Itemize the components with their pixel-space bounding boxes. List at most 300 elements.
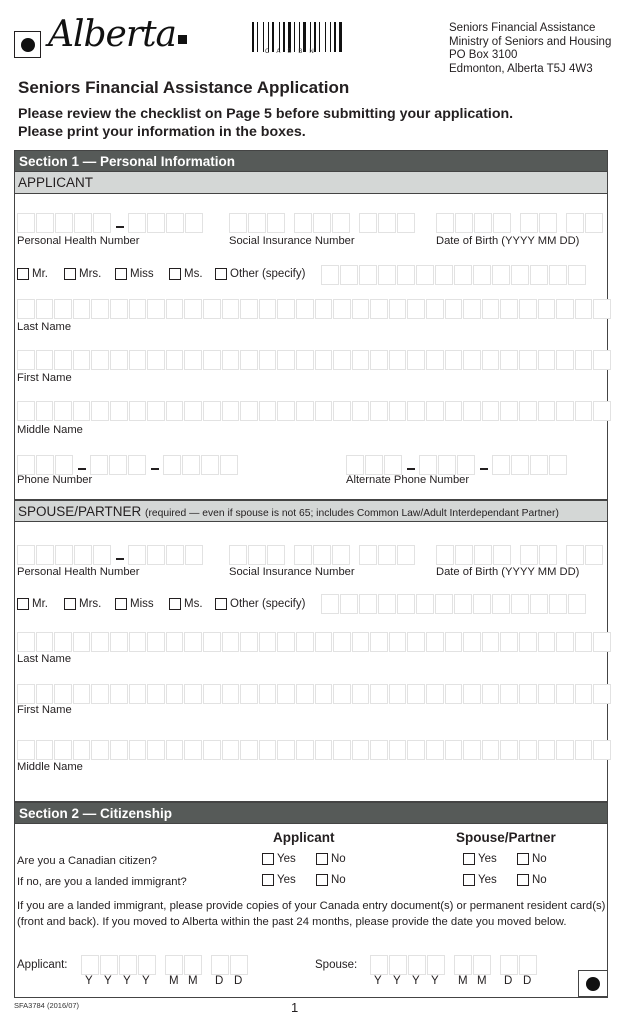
applicant-phn-input[interactable] xyxy=(17,213,204,233)
applicant-alt-phone-input[interactable] xyxy=(346,455,568,475)
char-box[interactable] xyxy=(352,350,370,370)
char-box[interactable] xyxy=(454,265,472,285)
char-box[interactable] xyxy=(129,684,147,704)
char-box[interactable] xyxy=(259,299,277,319)
char-box[interactable] xyxy=(389,350,407,370)
char-box[interactable] xyxy=(538,350,556,370)
char-box[interactable] xyxy=(17,684,35,704)
char-box[interactable] xyxy=(539,213,557,233)
char-box[interactable] xyxy=(36,213,54,233)
spouse-middle-name-input[interactable] xyxy=(17,740,612,760)
char-box[interactable] xyxy=(474,545,492,565)
spouse-sin-input[interactable] xyxy=(229,545,416,565)
char-box[interactable] xyxy=(538,684,556,704)
char-box[interactable] xyxy=(407,401,425,421)
char-box[interactable] xyxy=(556,684,574,704)
char-box[interactable] xyxy=(54,299,72,319)
char-box[interactable] xyxy=(389,955,407,975)
char-box[interactable] xyxy=(248,213,266,233)
char-box[interactable] xyxy=(397,545,415,565)
char-box[interactable] xyxy=(378,213,396,233)
char-box[interactable] xyxy=(203,401,221,421)
applicant-title-other-input[interactable] xyxy=(321,265,587,285)
char-box[interactable] xyxy=(593,740,611,760)
char-box[interactable] xyxy=(147,350,165,370)
char-box[interactable] xyxy=(147,684,165,704)
char-box[interactable] xyxy=(147,545,165,565)
char-box[interactable] xyxy=(294,213,312,233)
char-box[interactable] xyxy=(166,213,184,233)
char-box[interactable] xyxy=(313,545,331,565)
char-box[interactable] xyxy=(333,632,351,652)
char-box[interactable] xyxy=(538,632,556,652)
char-box[interactable] xyxy=(119,955,137,975)
char-box[interactable] xyxy=(220,455,238,475)
char-box[interactable] xyxy=(519,684,537,704)
char-box[interactable] xyxy=(519,299,537,319)
char-box[interactable] xyxy=(445,684,463,704)
char-box[interactable] xyxy=(267,213,285,233)
char-box[interactable] xyxy=(332,545,350,565)
char-box[interactable] xyxy=(426,632,444,652)
char-box[interactable] xyxy=(203,299,221,319)
char-box[interactable] xyxy=(585,545,603,565)
char-box[interactable] xyxy=(566,213,584,233)
spouse-title-other-checkbox[interactable]: Other (specify) xyxy=(215,598,305,610)
char-box[interactable] xyxy=(211,955,229,975)
char-box[interactable] xyxy=(359,594,377,614)
char-box[interactable] xyxy=(333,299,351,319)
char-box[interactable] xyxy=(519,632,537,652)
char-box[interactable] xyxy=(407,350,425,370)
char-box[interactable] xyxy=(473,594,491,614)
char-box[interactable] xyxy=(408,955,426,975)
char-box[interactable] xyxy=(575,740,593,760)
char-box[interactable] xyxy=(549,455,567,475)
char-box[interactable] xyxy=(90,455,108,475)
char-box[interactable] xyxy=(184,740,202,760)
char-box[interactable] xyxy=(296,350,314,370)
char-box[interactable] xyxy=(74,545,92,565)
char-box[interactable] xyxy=(445,740,463,760)
char-box[interactable] xyxy=(585,213,603,233)
char-box[interactable] xyxy=(389,401,407,421)
char-box[interactable] xyxy=(416,265,434,285)
char-box[interactable] xyxy=(575,350,593,370)
char-box[interactable] xyxy=(463,684,481,704)
char-box[interactable] xyxy=(549,594,567,614)
char-box[interactable] xyxy=(81,955,99,975)
char-box[interactable] xyxy=(128,455,146,475)
char-box[interactable] xyxy=(482,350,500,370)
char-box[interactable] xyxy=(333,350,351,370)
char-box[interactable] xyxy=(203,684,221,704)
applicant-title-miss-checkbox[interactable]: Miss xyxy=(115,268,154,280)
spouse-citizen-no-checkbox[interactable]: No xyxy=(517,853,547,865)
char-box[interactable] xyxy=(426,350,444,370)
char-box[interactable] xyxy=(384,455,402,475)
applicant-citizen-yes-checkbox[interactable]: Yes xyxy=(262,853,296,865)
spouse-title-ms-checkbox[interactable]: Ms. xyxy=(169,598,203,610)
char-box[interactable] xyxy=(500,350,518,370)
char-box[interactable] xyxy=(184,350,202,370)
char-box[interactable] xyxy=(482,401,500,421)
spouse-title-mr-checkbox[interactable]: Mr. xyxy=(17,598,48,610)
applicant-immigrant-no-checkbox[interactable]: No xyxy=(316,874,346,886)
char-box[interactable] xyxy=(110,632,128,652)
char-box[interactable] xyxy=(500,401,518,421)
char-box[interactable] xyxy=(438,455,456,475)
applicant-title-other-checkbox[interactable]: Other (specify) xyxy=(215,268,305,280)
char-box[interactable] xyxy=(530,455,548,475)
spouse-last-name-input[interactable] xyxy=(17,632,612,652)
char-box[interactable] xyxy=(389,684,407,704)
char-box[interactable] xyxy=(427,955,445,975)
applicant-citizen-no-checkbox[interactable]: No xyxy=(316,853,346,865)
char-box[interactable] xyxy=(17,545,35,565)
char-box[interactable] xyxy=(511,265,529,285)
char-box[interactable] xyxy=(359,265,377,285)
char-box[interactable] xyxy=(445,299,463,319)
char-box[interactable] xyxy=(378,594,396,614)
char-box[interactable] xyxy=(359,213,377,233)
char-box[interactable] xyxy=(222,350,240,370)
char-box[interactable] xyxy=(277,740,295,760)
char-box[interactable] xyxy=(147,740,165,760)
char-box[interactable] xyxy=(201,455,219,475)
char-box[interactable] xyxy=(500,299,518,319)
char-box[interactable] xyxy=(93,545,111,565)
char-box[interactable] xyxy=(17,740,35,760)
applicant-title-mr-checkbox[interactable]: Mr. xyxy=(17,268,48,280)
spouse-immigrant-yes-checkbox[interactable]: Yes xyxy=(463,874,497,886)
char-box[interactable] xyxy=(36,350,54,370)
char-box[interactable] xyxy=(493,213,511,233)
char-box[interactable] xyxy=(313,213,331,233)
char-box[interactable] xyxy=(500,740,518,760)
char-box[interactable] xyxy=(365,455,383,475)
spouse-first-name-input[interactable] xyxy=(17,684,612,704)
char-box[interactable] xyxy=(352,299,370,319)
char-box[interactable] xyxy=(389,740,407,760)
char-box[interactable] xyxy=(240,350,258,370)
char-box[interactable] xyxy=(492,455,510,475)
char-box[interactable] xyxy=(203,632,221,652)
char-box[interactable] xyxy=(128,213,146,233)
char-box[interactable] xyxy=(426,684,444,704)
char-box[interactable] xyxy=(492,265,510,285)
spouse-title-mrs-checkbox[interactable]: Mrs. xyxy=(64,598,101,610)
char-box[interactable] xyxy=(240,632,258,652)
char-box[interactable] xyxy=(277,401,295,421)
char-box[interactable] xyxy=(500,684,518,704)
char-box[interactable] xyxy=(321,594,339,614)
char-box[interactable] xyxy=(184,684,202,704)
char-box[interactable] xyxy=(277,299,295,319)
spouse-citizen-yes-checkbox[interactable]: Yes xyxy=(463,853,497,865)
char-box[interactable] xyxy=(110,740,128,760)
char-box[interactable] xyxy=(315,684,333,704)
char-box[interactable] xyxy=(315,299,333,319)
char-box[interactable] xyxy=(474,213,492,233)
char-box[interactable] xyxy=(389,632,407,652)
char-box[interactable] xyxy=(593,350,611,370)
char-box[interactable] xyxy=(593,684,611,704)
char-box[interactable] xyxy=(109,455,127,475)
char-box[interactable] xyxy=(166,740,184,760)
char-box[interactable] xyxy=(100,955,118,975)
char-box[interactable] xyxy=(110,684,128,704)
char-box[interactable] xyxy=(36,455,54,475)
char-box[interactable] xyxy=(165,955,183,975)
char-box[interactable] xyxy=(407,632,425,652)
applicant-dob-input[interactable] xyxy=(436,213,604,233)
char-box[interactable] xyxy=(556,299,574,319)
char-box[interactable] xyxy=(511,594,529,614)
char-box[interactable] xyxy=(370,299,388,319)
char-box[interactable] xyxy=(259,684,277,704)
char-box[interactable] xyxy=(296,684,314,704)
char-box[interactable] xyxy=(463,632,481,652)
char-box[interactable] xyxy=(500,632,518,652)
char-box[interactable] xyxy=(147,213,165,233)
char-box[interactable] xyxy=(240,401,258,421)
char-box[interactable] xyxy=(73,632,91,652)
char-box[interactable] xyxy=(556,401,574,421)
char-box[interactable] xyxy=(575,299,593,319)
char-box[interactable] xyxy=(294,545,312,565)
char-box[interactable] xyxy=(435,594,453,614)
char-box[interactable] xyxy=(54,350,72,370)
char-box[interactable] xyxy=(36,684,54,704)
char-box[interactable] xyxy=(73,684,91,704)
char-box[interactable] xyxy=(296,299,314,319)
char-box[interactable] xyxy=(230,955,248,975)
char-box[interactable] xyxy=(166,545,184,565)
char-box[interactable] xyxy=(73,299,91,319)
applicant-title-mrs-checkbox[interactable]: Mrs. xyxy=(64,268,101,280)
char-box[interactable] xyxy=(519,740,537,760)
spouse-title-other-input[interactable] xyxy=(321,594,587,614)
char-box[interactable] xyxy=(17,632,35,652)
char-box[interactable] xyxy=(73,350,91,370)
char-box[interactable] xyxy=(407,299,425,319)
char-box[interactable] xyxy=(110,401,128,421)
char-box[interactable] xyxy=(511,455,529,475)
char-box[interactable] xyxy=(333,740,351,760)
char-box[interactable] xyxy=(73,401,91,421)
char-box[interactable] xyxy=(397,265,415,285)
char-box[interactable] xyxy=(352,684,370,704)
char-box[interactable] xyxy=(36,632,54,652)
char-box[interactable] xyxy=(54,401,72,421)
char-box[interactable] xyxy=(222,684,240,704)
char-box[interactable] xyxy=(370,350,388,370)
char-box[interactable] xyxy=(129,350,147,370)
char-box[interactable] xyxy=(147,401,165,421)
char-box[interactable] xyxy=(539,545,557,565)
char-box[interactable] xyxy=(463,299,481,319)
char-box[interactable] xyxy=(575,684,593,704)
char-box[interactable] xyxy=(222,632,240,652)
char-box[interactable] xyxy=(166,632,184,652)
char-box[interactable] xyxy=(36,401,54,421)
char-box[interactable] xyxy=(482,684,500,704)
char-box[interactable] xyxy=(445,401,463,421)
char-box[interactable] xyxy=(229,545,247,565)
applicant-sin-input[interactable] xyxy=(229,213,416,233)
char-box[interactable] xyxy=(500,955,518,975)
char-box[interactable] xyxy=(482,299,500,319)
char-box[interactable] xyxy=(530,594,548,614)
char-box[interactable] xyxy=(519,955,537,975)
char-box[interactable] xyxy=(455,213,473,233)
char-box[interactable] xyxy=(184,299,202,319)
char-box[interactable] xyxy=(91,401,109,421)
spouse-move-date-input[interactable] xyxy=(370,955,538,975)
char-box[interactable] xyxy=(445,632,463,652)
char-box[interactable] xyxy=(332,213,350,233)
char-box[interactable] xyxy=(519,350,537,370)
char-box[interactable] xyxy=(277,350,295,370)
applicant-move-date-input[interactable] xyxy=(81,955,249,975)
char-box[interactable] xyxy=(166,684,184,704)
char-box[interactable] xyxy=(240,299,258,319)
char-box[interactable] xyxy=(203,740,221,760)
char-box[interactable] xyxy=(315,632,333,652)
char-box[interactable] xyxy=(55,455,73,475)
char-box[interactable] xyxy=(556,350,574,370)
char-box[interactable] xyxy=(184,955,202,975)
char-box[interactable] xyxy=(530,265,548,285)
char-box[interactable] xyxy=(549,265,567,285)
char-box[interactable] xyxy=(352,401,370,421)
char-box[interactable] xyxy=(473,955,491,975)
char-box[interactable] xyxy=(333,684,351,704)
spouse-immigrant-no-checkbox[interactable]: No xyxy=(517,874,547,886)
char-box[interactable] xyxy=(222,740,240,760)
char-box[interactable] xyxy=(277,684,295,704)
char-box[interactable] xyxy=(166,350,184,370)
char-box[interactable] xyxy=(340,594,358,614)
char-box[interactable] xyxy=(163,455,181,475)
char-box[interactable] xyxy=(36,545,54,565)
char-box[interactable] xyxy=(166,299,184,319)
spouse-phn-input[interactable] xyxy=(17,545,204,565)
applicant-middle-name-input[interactable] xyxy=(17,401,612,421)
char-box[interactable] xyxy=(259,632,277,652)
char-box[interactable] xyxy=(463,350,481,370)
char-box[interactable] xyxy=(315,350,333,370)
char-box[interactable] xyxy=(370,955,388,975)
char-box[interactable] xyxy=(455,545,473,565)
char-box[interactable] xyxy=(436,213,454,233)
char-box[interactable] xyxy=(463,401,481,421)
char-box[interactable] xyxy=(55,213,73,233)
char-box[interactable] xyxy=(74,213,92,233)
char-box[interactable] xyxy=(240,684,258,704)
char-box[interactable] xyxy=(346,455,364,475)
char-box[interactable] xyxy=(36,299,54,319)
char-box[interactable] xyxy=(378,265,396,285)
char-box[interactable] xyxy=(416,594,434,614)
char-box[interactable] xyxy=(277,632,295,652)
char-box[interactable] xyxy=(110,350,128,370)
char-box[interactable] xyxy=(407,740,425,760)
char-box[interactable] xyxy=(91,350,109,370)
char-box[interactable] xyxy=(91,299,109,319)
char-box[interactable] xyxy=(296,740,314,760)
applicant-title-ms-checkbox[interactable]: Ms. xyxy=(169,268,203,280)
char-box[interactable] xyxy=(538,299,556,319)
applicant-phone-input[interactable] xyxy=(17,455,239,475)
char-box[interactable] xyxy=(296,401,314,421)
char-box[interactable] xyxy=(568,265,586,285)
char-box[interactable] xyxy=(556,632,574,652)
char-box[interactable] xyxy=(54,632,72,652)
char-box[interactable] xyxy=(463,740,481,760)
char-box[interactable] xyxy=(520,213,538,233)
char-box[interactable] xyxy=(538,740,556,760)
char-box[interactable] xyxy=(147,299,165,319)
char-box[interactable] xyxy=(407,684,425,704)
char-box[interactable] xyxy=(493,545,511,565)
char-box[interactable] xyxy=(593,299,611,319)
char-box[interactable] xyxy=(128,545,146,565)
char-box[interactable] xyxy=(129,299,147,319)
char-box[interactable] xyxy=(315,401,333,421)
char-box[interactable] xyxy=(457,455,475,475)
char-box[interactable] xyxy=(435,265,453,285)
char-box[interactable] xyxy=(240,740,258,760)
spouse-title-miss-checkbox[interactable]: Miss xyxy=(115,598,154,610)
char-box[interactable] xyxy=(36,740,54,760)
char-box[interactable] xyxy=(17,299,35,319)
char-box[interactable] xyxy=(91,632,109,652)
char-box[interactable] xyxy=(248,545,266,565)
char-box[interactable] xyxy=(222,401,240,421)
char-box[interactable] xyxy=(445,350,463,370)
char-box[interactable] xyxy=(370,684,388,704)
applicant-last-name-input[interactable] xyxy=(17,299,612,319)
char-box[interactable] xyxy=(166,401,184,421)
char-box[interactable] xyxy=(138,955,156,975)
applicant-first-name-input[interactable] xyxy=(17,350,612,370)
char-box[interactable] xyxy=(54,684,72,704)
spouse-dob-input[interactable] xyxy=(436,545,604,565)
char-box[interactable] xyxy=(73,740,91,760)
char-box[interactable] xyxy=(17,455,35,475)
char-box[interactable] xyxy=(473,265,491,285)
char-box[interactable] xyxy=(538,401,556,421)
char-box[interactable] xyxy=(482,740,500,760)
char-box[interactable] xyxy=(492,594,510,614)
char-box[interactable] xyxy=(340,265,358,285)
char-box[interactable] xyxy=(259,740,277,760)
char-box[interactable] xyxy=(389,299,407,319)
char-box[interactable] xyxy=(426,299,444,319)
char-box[interactable] xyxy=(352,740,370,760)
char-box[interactable] xyxy=(436,545,454,565)
char-box[interactable] xyxy=(397,213,415,233)
char-box[interactable] xyxy=(222,299,240,319)
char-box[interactable] xyxy=(426,401,444,421)
char-box[interactable] xyxy=(55,545,73,565)
char-box[interactable] xyxy=(397,594,415,614)
char-box[interactable] xyxy=(352,632,370,652)
char-box[interactable] xyxy=(17,213,35,233)
char-box[interactable] xyxy=(556,740,574,760)
